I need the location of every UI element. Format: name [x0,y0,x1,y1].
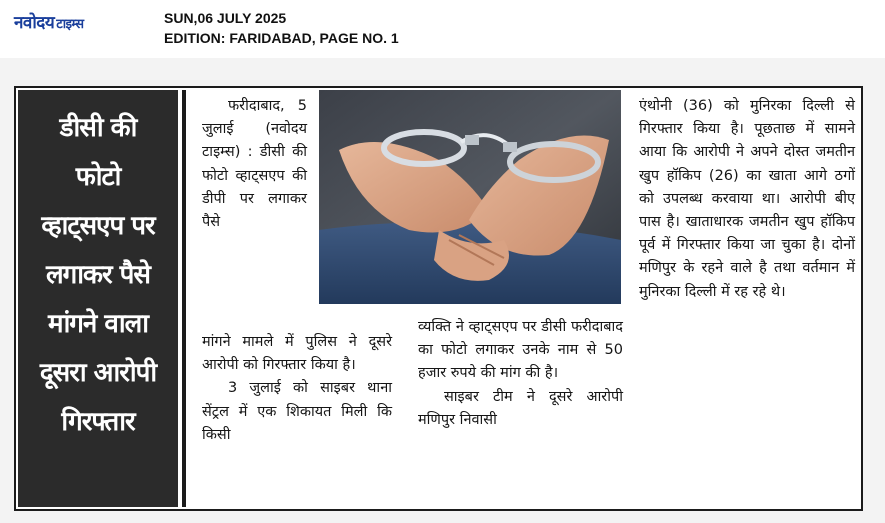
headline-line: गिरफ्तार [61,407,135,437]
headline-line: मांगने वाला [48,309,148,339]
logo-subtext: टाइम्स [56,17,84,32]
article-paragraph: फरीदाबाद, 5 जुलाई (नवोदय टाइम्स) : डीसी की फोटो व्हाट्सएप की डीपी पर लगाकर पैसे [202,98,307,231]
edition-line: EDITION: FARIDABAD, PAGE NO. 1 [164,30,399,46]
news-clipping [14,86,863,511]
headline-line: लगाकर पैसे [46,260,150,290]
article-paragraph: साइबर टीम ने दूसरे आरोपी मणिपुर निवासी [418,388,623,428]
masthead [0,0,885,58]
article-paragraph: एंथोनी (36) को मुनिरका दिल्ली से गिरफ्तार किया है। पूछताछ में सामने आया कि आरोपी ने अपने दोस्त जमतीन खुप हॉकिप (26) का खाता आगे ठगों को उपलब्ध करवाया था। आरोपी बीए पास है। खाताधारक जमतीन खुप हॉकिप पूर्व में गिरफ्तार किया जा चुका है। दोनों मणिपुर के रहने वाले है तथा वर्तमान में मुनिरका दिल्ली में रह रहे थे। [639,98,855,300]
article-column-1-bottom [202,331,392,447]
article-paragraph: व्यक्ति ने व्हाट्सएप पर डीसी फरीदाबाद का फोटो लगाकर उनके नाम से 50 हजार रुपये की मांग की है। [418,319,623,382]
article-paragraph: 3 जुलाई को साइबर थाना सेंट्रल में एक शिकायत मिली कि किसी [202,380,392,443]
headline-line: फोटो [75,162,121,192]
date-line: SUN,06 JULY 2025 [164,10,287,26]
headline-line: डीसी की [59,113,137,143]
logo-text: नवोदय [14,13,55,33]
handcuffs-photo [319,90,621,304]
headline-line: व्हाट्सएप पर [41,211,155,241]
article-paragraph: मांगने मामले में पुलिस ने दूसरे आरोपी को गिरफ्तार किया है। [202,334,392,374]
article-column-1-top [202,95,307,234]
headline-line: दूसरा आरोपी [39,358,157,388]
article-headline [18,104,178,447]
column-divider [182,90,186,507]
edition-meta [164,8,399,48]
article-column-2 [418,316,623,432]
headline-panel [18,90,181,507]
article-column-3 [639,95,855,304]
newspaper-logo [14,10,84,33]
